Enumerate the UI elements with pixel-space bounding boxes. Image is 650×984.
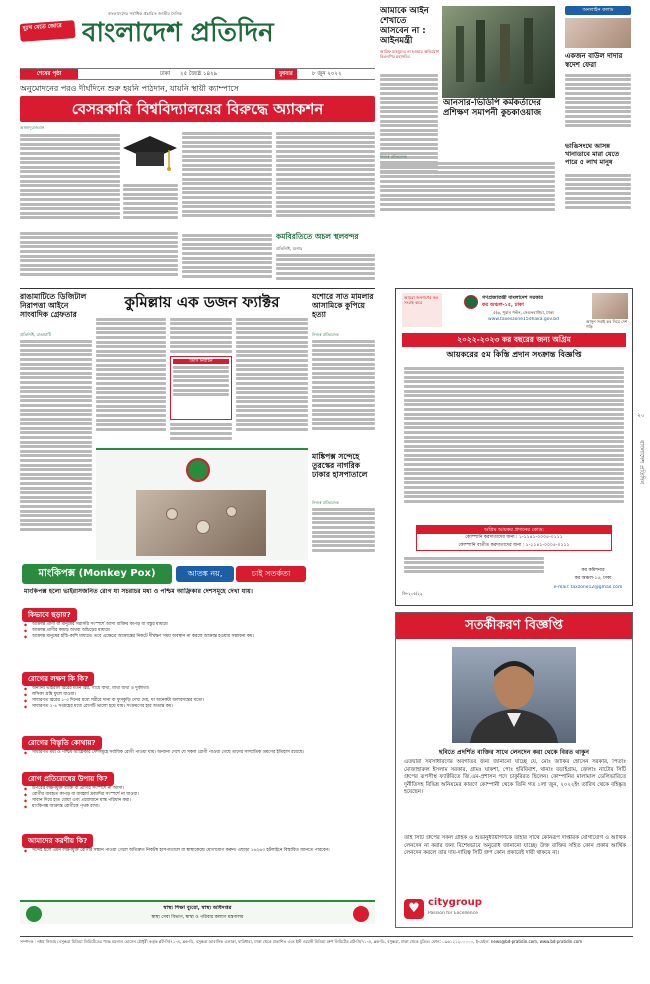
tax-contacts [404,555,544,585]
notice-body-2: তাই সিটি গ্রুপের সকল গ্রাহক ও শুভানুধ্যায়ীগণকে তাহার সাথে কোনরূপ দাপ্তরিক যোগাযোগ ও আর্থিক লেনদেন না করার জন্য বিশেষভাবে অনুরোধ জানানো যাচ্ছে। উক্ত ব্যক্তির সহিত কোন প্রকার আর্থিক লেনদেন করলে তার দায়-দায়িত্ব সিটি গ্রুপ কোন প্রকারেই দায়ী থাকবে না। [404,835,626,857]
lead-kicker: অনুমোদনের পরও দীর্ঘদিনে শুরু হয়নি পাঠদান, যায়নি স্থায়ী ক্যাম্পাসে [20,84,239,93]
weekday: বুধবার [275,69,297,80]
lead-col-2 [123,182,178,228]
mpox-q2-item: ◆ লসিকা গ্রন্থি ফুলে যাওয়া। [22,692,373,698]
tax-code-other: কোম্পানি ব্যতীত করদাতাদের জন্য : ১-১১৪১-০০০৫-০১১১ [458,543,570,548]
comilla-col-1 [96,316,166,446]
mpox-q5-heading: আমাদের করণীয় কি? [22,834,93,848]
side-strip-page: ২০ [637,412,645,419]
bd-govt-logo [186,458,210,482]
mpox-q4-item: ◆ মাংকিপক্স আক্রান্ত রোগীকে পৃথক রাখা। [22,804,373,810]
tax-signature-office: কর অঞ্চল-১৫, ঢাকা [574,576,612,581]
kobita-headline: কমবিরতিতে অচল স্থলবন্দর [276,232,359,241]
page-label: শেষের পৃষ্ঠা [20,69,78,80]
city: ঢাকা [160,71,171,77]
lead-col-6 [20,230,178,284]
mpox-q3-item: ◆ সাধারণত মধ্য ও পশ্চিম আফ্রিকার দেশসমূহে সর্বাধিক রোগী পাওয়া যায়। অন্যান্য দেশে যে সকল রোগী পাওয়া গেছে তাদের সাম্প্রতিক ভ্রমণের ইতিহাস রয়েছে। [22,750,373,756]
mpox-q2-item: ◆ সাধারণত ২-৪ সপ্তাহের মধ্যে রোগটি ভালো হয়ে যায়। সংক্রমণের হার অত্যন্ত কম। [22,704,373,710]
mpox-q4-item: ◆ রোগীর ব্যবহৃত কাপড় বা ব্যবহার্য দ্রব্যাদির সংস্পর্শে না যাওয়া। [22,792,373,798]
ansar-story [443,98,555,138]
comilla-col-3 [236,316,308,446]
tax-org: গণপ্রজাতন্ত্রী বাংলাদেশ সরকার [482,295,543,301]
mpox-q1-heading: কিভাবে ছড়ায়? [22,608,77,622]
tax-signature-label: কর কমিশনার [581,568,605,573]
story-headline: আমাকে আইন শেখাতে আসবেন না : আইনমন্ত্রী [380,6,429,46]
tax-ad [395,288,633,606]
tax-year-title: ২০২২-২০২৩ কর বছরের জন্য অগ্রিম [402,333,626,347]
mpox-image-banner [96,448,308,560]
kobita-body [276,252,375,284]
jessore-headline: যশোরে সাত মামলার আসামিকে কুপিয়ে হত্যা [312,292,374,319]
citygroup-notice [395,612,633,928]
turkey-headline: মাঙ্কিপক্স সন্দেহে তুরস্কের নাগরিক ঢাকার হাসপাতালে [312,452,368,479]
jessore-byline: নিজস্ব প্রতিবেদক [312,332,339,337]
upazila-headline: ভাঙিসংঘে আসন্ন খানাডাবে মারা যেতে পারে ৫ লাখ মানুষ [565,142,620,166]
tax-left-caption: আমরা জনগণের কর সংগ্রহ করে [402,293,442,327]
mpox-footer-sub: স্বাস্থ্য সেবা বিভাগ, স্বাস্থ্য ও পরিবার কল্যাণ মন্ত্রণালয় [151,915,244,920]
ansar-body [380,160,555,218]
tax-ref: জি-২০৫/২২ [402,591,423,596]
dc-election-badge: ডিসি নির্বাচন [173,359,229,364]
mpox-tag-2: চাই সতর্কতা [236,566,306,582]
mpox-q1-item: ◆ আক্রান্ত মানুষের হাঁচি-কাশি মাধ্যমে। তবে এক্ষেত্রে আক্রান্তের নিকটে দীর্ঘক্ষণ সময় অবস্থান না করলে আক্রান্ত হওয়ার সম্ভাবনা কম। [22,634,373,640]
rangamati-byline: প্রতিনিধি, রাঙামাটি [20,332,51,337]
mpox-footer [20,900,375,924]
columnist-body [565,72,631,140]
masthead-title: বাংলাদেশ প্রতিদিন [82,18,274,48]
tax-office: কর অঞ্চল-১৫, ঢাকা [482,302,524,308]
rangamati-body [20,338,92,560]
mpox-q2 [22,666,373,710]
masthead-slogan: বাংলাদেশের সর্বাধিক প্রচারিত জাতীয় দৈনিক [108,11,182,16]
mpox-q4-item: ◆ উপরের লক্ষণযুক্ত ব্যক্তি বা প্রাণির সংস্পর্শে না আসা। [22,786,373,792]
masthead-date-bar [20,68,375,80]
lead-headline: বেসরকারি বিশ্ববিদ্যালয়ের বিরুদ্ধে অ্যাকশন [20,96,375,122]
notice-portrait [452,647,576,743]
mpox-title: মাংকিপক্স (Monkey Pox) [22,564,172,584]
mpox-q4-heading: রোগ প্রতিরোধের উপায় কি? [22,772,114,786]
comilla-headline: কুমিল্লায় এক ডজন ফ্যাক্টর [124,293,280,311]
mpox-q2-item: ◆ সাধারণত জ্বরের ১-৩ দিনের মধ্যে শরীরে দানা বা ফুসকুড়ি দেখা দেয়, যা অনেকটা জলবসন্তের মতো। [22,698,373,704]
citygroup-brand: citygroup [428,897,482,908]
tax-email[interactable]: e-mail: taxzone12@gmail.com [553,585,623,590]
mpox-q1-item: ◆ আক্রান্ত প্রাণীর কামড় অথবা আঁচড়ের মাধ্যমে [22,628,373,634]
tax-address: ৫/৬, পুরান পল্টন, সেগুনবাগিচা, ঢাকা [493,310,554,315]
ansar-byline: নিজস্ব প্রতিবেদক [380,154,407,159]
upazila-body [565,172,631,218]
heart-icon: ♥ [404,899,424,919]
date-en: ৮ জুন ২০২২ [312,71,342,77]
tax-portrait [592,293,628,319]
kobita-byline: প্রতিনিধি, যশোর [276,246,303,251]
side-strip [637,400,649,700]
rangamati-headline: রাঙামাটিতে ডিজিটাল নিরাপত্তা আইনে সাংবাদিক গ্রেফতার [20,292,87,319]
graduation-cap-image [123,130,178,180]
tax-subtitle: আয়করের ৫ম কিস্তি প্রদান সংক্রান্ত বিজ্ঞপ্তি [446,350,582,359]
columnist-photo [565,18,631,48]
turkey-body [312,506,375,560]
turkey-byline: নিজস্ব প্রতিবেদক [312,500,339,505]
columnist-badge: অনলাইন কলাম [565,6,631,15]
mpox-title-bar [20,564,375,584]
notice-title: সতর্কীকরণ বিজ্ঞপ্তি [396,613,632,639]
citygroup-logo [404,895,504,923]
tax-govt-seal [464,295,478,309]
health-logo-right [353,906,369,922]
tax-code-title: অগ্রিম আয়কর প্রদানের কোড: [417,526,611,534]
mpox-q2-item: ◆ অন্যান্য ভাইরাল জ্বরের মতন জ্বর, গায়ে ব্যথা, মাথা ব্যথা ও দুর্বলতা। [22,686,373,692]
tax-website[interactable]: www.taxeszone15dhaka.gov.bd [488,317,559,322]
jessore-body [312,338,375,446]
health-logo-left [26,906,42,922]
section-divider [20,288,375,289]
columnist-box [563,6,633,218]
imprint-footer: সম্পাদক : নঈম নিজাম। বসুন্ধরা মিডিয়া লিমিটেডের পক্ষে ময়নাল হোসেন চৌধুরী কর্তৃক প্লট-সি/৭১-এ, ব্লক-ডি, বসুন্ধরা আবাসিক এলাকা, বারিধারা, ঢাকা থেকে প্রকাশিত এবং ইস্ট ওয়েস্ট মিডিয়া গ্রুপ লিমিটেড প্লট-সি/৭১-এ, ব্লক-ডি, বসুন্ধরা, ঢাকা থেকে মুদ্রিত। ফোন: ০৯৬১২১২০০০০০, ই-মেইল: news@bd-pratidin.com, www.bd-pratidin.com [20,936,633,956]
ansar-headline: আনসার-ভিডিপি কর্মকর্তাদের প্রশিক্ষণ সমাপনী কুচকাওয়াজ [443,98,542,118]
lead-col-5 [182,232,272,284]
mpox-q1 [22,602,373,640]
mpox-q5 [22,828,373,854]
mpox-q3-heading: রোগের বিস্তৃতি কোথায়? [22,736,102,750]
notice-body: এতদ্বারা সর্বসাধারণের অবগতির জন্য জানানো যাচ্ছে যে, মোঃ জাকির হোসেন সরকার, পিতাঃ মোজাহারুল ইসলাম সরকার, গ্রামঃ ঘাকশা, পোঃ হরিবিবাশ, থানাঃ বড়াইগ্রাম, জেলাঃ নাটোর সিটি গ্রুপের রূপসীস্থ ফ্যাক্টরিতে জি.এম-প্রশাসন পদে চাকুরিরত ছিলেন। কোম্পানির মালামাল ডেলিভারিতে দুর্নীতিসহ বিভিন্ন অনিয়মের কারণে কোম্পানী থেকে তিনি গত ১লা জুন, ২০২২ইং তারিখ থেকে বহিষ্কৃত হয়েছেন। [404,759,626,796]
mpox-q2-heading: রোগের লক্ষণ কি কি? [22,672,94,686]
mpox-q1-item: ◆ আক্রান্ত প্রাণী বা মানুষের সরাসরি সংস্পর্শে আসা ব্যক্তির কাপড় বা বস্তুর মাধ্যমে [22,622,373,628]
lead-byline: আজাদুরাজমান [20,125,45,130]
masthead-tagline: দুঃখ যেতে জোরে [20,20,76,42]
mpox-q4-item: ◆ সাবান দিয়ে হাত ধোয়া এবং প্রয়োজনে মাস্ক পরিধান করা। [22,798,373,804]
story-subheadline: আরিফ মাহমুদের না হওয়ার অভিযোগ বিএনপির মহাসচিব [380,49,440,59]
ceremony-photo [442,6,555,98]
lead-col-1 [20,132,120,228]
notice-caption: ছবিতে প্রদর্শিত ব্যক্তির সাথে লেনদেন করা থেকে বিরত থাকুন [438,749,590,756]
mpox-q3 [22,730,373,756]
mpox-tag-1: আতঙ্ক নয়, [176,566,234,582]
date-bn: ২৫ জ্যৈষ্ঠ ১৪২৯ [180,71,218,77]
mpox-psa [20,562,375,926]
mpox-subtitle: মাংকিপক্স হলো ভাইরাসজনিত রোগ যা সচরাচর মধ্য ও পশ্চিম আফ্রিকার দেশসমূহে দেখা যায়। [24,588,253,595]
mpox-footer-org: স্বাস্থ্য শিক্ষা ব্যুরো, স্বাস্থ্য অধিদপ্তর [163,905,232,911]
masthead [20,6,375,58]
comilla-col-2 [170,316,232,446]
mpox-q4 [22,766,373,810]
tax-body [404,365,624,525]
columnist-headline: একজন বাউল দাদার স্বদেশ ফেরা [565,52,623,69]
tax-right-caption: আসুন সবাই কর দিয়ে দেশ গড়ি [586,319,628,329]
tax-code-box [416,525,612,551]
mpox-skin-photo [136,490,266,556]
lead-col-3 [182,130,272,230]
side-strip-title: বাংলাদেশ প্রতিদিন [638,440,645,485]
lead-col-4 [276,130,375,230]
mpox-q5-item: ◆ সন্দেহ হলে এমন লক্ষণযুক্ত রোগীর সন্ধান পাওয়া গেলে অতিদ্রুত নিকটস্থ হাসপাতালে বা স্বাস্থ্যকেন্দ্রে যোগাযোগ করুন। এছাড়া ১৬২৬৩ হটলাইনে বিস্তারিত জানতে পারবেন। [22,848,373,854]
tax-code-company: কোম্পানি করদাতাদের জন্য : ১-১১৪১-০০০৫-০১১১ [465,535,563,540]
citygroup-tagline: Passion for Excellence [428,911,478,916]
